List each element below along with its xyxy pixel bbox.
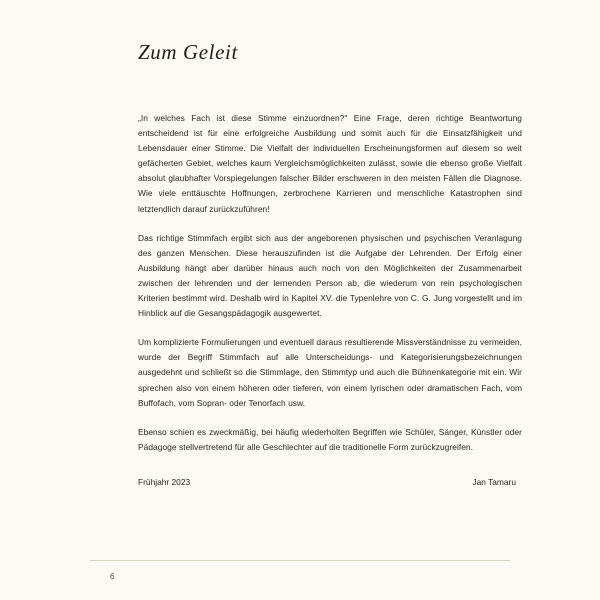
page-number: 6	[110, 572, 115, 581]
body-paragraph: Ebenso schien es zweckmäßig, bei häufig wiederholten Begriffen wie Schüler, Sänger, Künstler oder Pädagoge stellvertretend für alle Geschlechter auf die traditionelle Form zurückzugreifen.	[138, 426, 522, 452]
body-paragraph: Um komplizierte Formulierungen und eventuell daraus resultierende Missverständnisse zu vermeiden, wurde der Begriff Stimmfach auf alle Unterscheidungs- und Kategorisierungsbezeichnungen ausgedehnt und schließt so die Stimmlage, den Stimmtyp und auch die Bühnenkategorie mit ein. Wir sprechen also von einem höheren oder tieferen, von einem lyrischen oder dramatischen Fach, vom Buffofach, vom Sopran- oder Tenorfach usw.	[138, 337, 522, 408]
body-paragraph: Das richtige Stimmfach ergibt sich aus der angeborenen physischen und psychischen Veranlagung des ganzen Menschen. Diese herauszufinden ist die Aufgabe der Lehrenden. Der Erfolg einer Ausbildung hängt aber darüber hinaus auch noch von den Möglichkeiten der Zusammenarbeit zwischen der lehrenden und der lernenden Person ab, die wiederum von rein psychologischen Kriterien bestimmt wird. Deshalb wird in Kapitel XV. die Typenlehre von C. G. Jung vorgestellt und im Hinblick auf die Gesangspädagogik ausgewertet.	[138, 232, 522, 319]
signature-block	[138, 477, 522, 487]
signature-author: Jan Tamaru	[472, 476, 516, 487]
footer-divider	[90, 560, 510, 561]
signature-date: Frühjahr 2023	[138, 476, 191, 487]
page-content	[138, 40, 522, 487]
body-paragraph: „In welches Fach ist diese Stimme einzuordnen?" Eine Frage, deren richtige Beantwortung entscheidend ist für eine erfolgreiche Ausbildung und somit auch für die Einsatzfähigkeit und Lebensdauer einer Stimme. Die Vielfalt der individuellen Erscheinungsformen auf diesem so weit gefächerten Gebiet, welches kaum Vergleichsmöglichkeiten zulässt, sowie die ebenso große Vielfalt absolut glaubhafter Vorspiegelungen falscher Bilder erschweren in den meisten Fällen die Diagnose. Wie viele enttäuschte Hoffnungen, zerbrochene Karrieren und menschliche Katastrophen sind letztendlich darauf zurückzuführen!	[138, 113, 522, 214]
chapter-title: Zum Geleit	[138, 40, 238, 64]
